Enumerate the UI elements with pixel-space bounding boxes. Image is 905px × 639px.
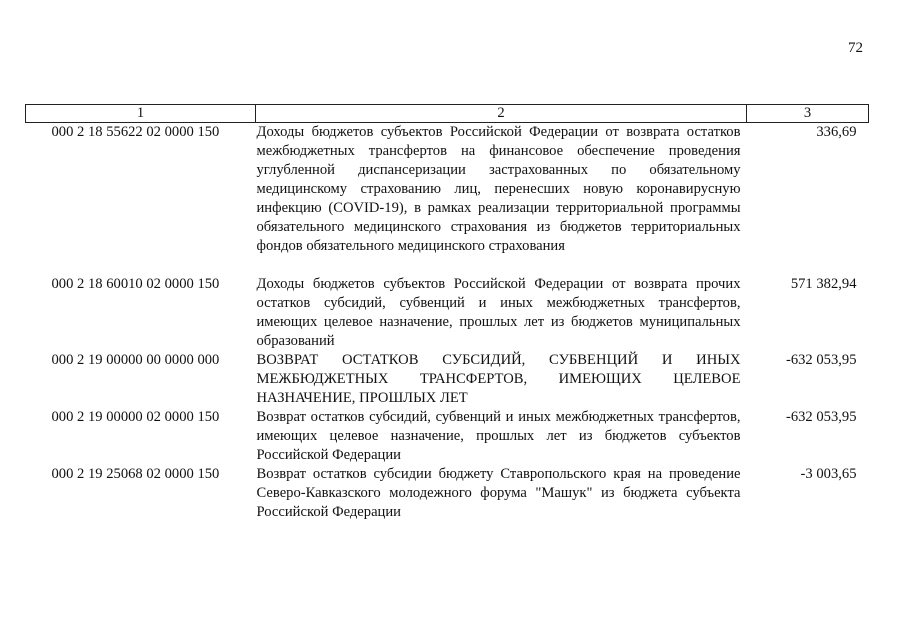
- table-header-row: [26, 105, 869, 123]
- row-code: 000 2 18 60010 02 0000 150: [51, 276, 220, 292]
- column-header-amount: 3: [747, 105, 869, 123]
- table-row: [26, 351, 869, 408]
- table-row: [26, 275, 869, 351]
- row-amount: 571 382,94: [790, 276, 857, 292]
- budget-revenue-table: [25, 104, 869, 522]
- row-description: Возврат остатков субсидии бюджету Ставропольского края на проведение Северо-Кавказского молодежного форума "Машук" из бюджета субъекта Российской Федерации: [256, 466, 741, 520]
- row-amount: -632 053,95: [785, 409, 857, 425]
- column-header-description: 2: [256, 105, 747, 123]
- page-number: 72: [848, 40, 863, 56]
- column-header-code: 1: [26, 105, 256, 123]
- table-row: [26, 123, 869, 276]
- table-row: [26, 408, 869, 465]
- table-row: [26, 465, 869, 522]
- row-description: Доходы бюджетов субъектов Российской Федерации от возврата прочих остатков субсидий, субвенций и иных межбюджетных трансфертов, имеющих целевое назначение, прошлых лет из бюджетов муниципальных образований: [256, 276, 741, 349]
- row-code: 000 2 18 55622 02 0000 150: [51, 124, 220, 140]
- row-description: Возврат остатков субсидий, субвенций и иных межбюджетных трансфертов, имеющих целевое назначение, прошлых лет из бюджетов субъектов Российской Федерации: [256, 409, 741, 463]
- row-code: 000 2 19 25068 02 0000 150: [51, 466, 220, 482]
- row-code: 000 2 19 00000 00 0000 000: [51, 352, 220, 368]
- row-amount: -632 053,95: [785, 352, 857, 368]
- row-amount: -3 003,65: [800, 466, 857, 482]
- row-code: 000 2 19 00000 02 0000 150: [51, 409, 220, 425]
- row-description: ВОЗВРАТ ОСТАТКОВ СУБСИДИЙ, СУБВЕНЦИЙ И ИНЫХ МЕЖБЮДЖЕТНЫХ ТРАНСФЕРТОВ, ИМЕЮЩИХ ЦЕЛЕВОЕ НАЗНАЧЕНИЕ, ПРОШЛЫХ ЛЕТ: [256, 352, 741, 406]
- row-description: Доходы бюджетов субъектов Российской Федерации от возврата остатков межбюджетных трансфертов на финансовое обеспечение проведения углубленной диспансеризации застрахованных по обязательному медицинскому страхованию лиц, перенесших новую коронавирусную инфекцию (COVID-19), в рамках реализации территориальной программы обязательного медицинского страхования из бюджетов территориальных фондов обязательного медицинского страхования: [256, 124, 741, 254]
- row-amount: 336,69: [816, 124, 857, 140]
